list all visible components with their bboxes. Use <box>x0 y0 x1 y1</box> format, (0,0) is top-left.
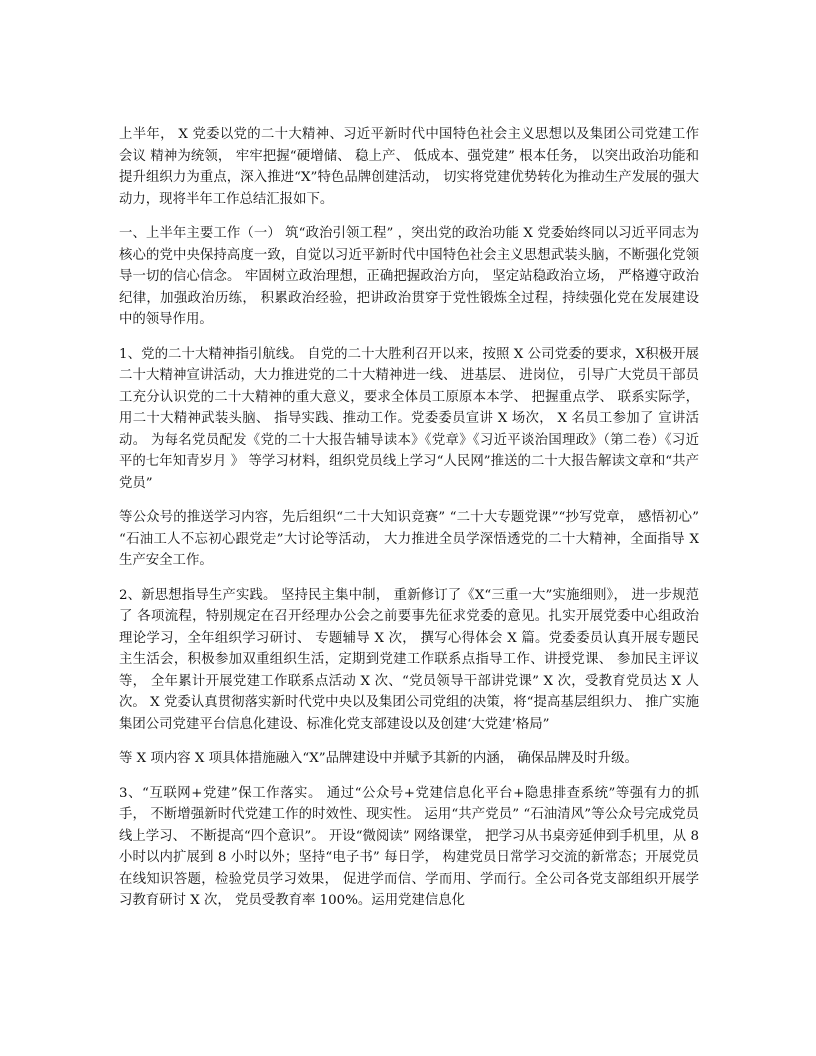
paragraph-item-1: 1、党的二十大精神指引航线。 自党的二十大胜利召开以来，按照 X 公司党委的要求，X积极开展二十大精神宣讲活动，大力推进党的二十大精神进一线、 进基层、 进岗位， 引导广大党员干部员工充分认识党的二十大精神的重大意义，要求全体员工原原本本学、 把握重点学、 联系实际学， 用二十大精神武装头脑、 指导实践、推动工作。党委委员宣讲 X 场次， X 名员工参加了 宣讲活动。 为每名党员配发《党的二十大报告辅导读本》《党章》《习近平谈治国理政》（第二卷）《习近平的七年知青岁月 》 等学习材料，组织党员线上学习“人民网”推送的二十大报告解读文章和“共产党员” <box>119 346 699 491</box>
paragraph-section-one: 一、上半年主要工作（一） 筑“政治引领工程” ，突出党的政治功能 X 党委始终同以习近平同志为核心的党中央保持高度一致，自觉以习近平新时代中国特色社会主义思想武装头脑，不断强化党领导一切的信心信念。 牢固树立政治理想，正确把握政治方向， 坚定站稳政治立场， 严格遵守政治纪律，加强政治历练， 积累政治经验，把讲政治贯穿于党性锻炼全过程，持续强化党在发展建设中的领导作用。 <box>119 226 699 327</box>
paragraph-item-2: 2、新思想指导生产实践。 坚持民主集中制， 重新修订了《X“三重一大”实施细则》， 进一步规范了 各项流程，特别规定在召开经理办公会之前要事先征求党委的意见。扎实开展党委中心组政治理论学习，全年组织学习研讨、 专题辅导 X 次， 撰写心得体会 X 篇。党委委员认真开展专题民主生活会，积极参加双重组织生活，定期到党建工作联系点指导工作、讲授党课、 参加民主评议等， 全年累计开展党建工作联系点活动 X 次、“党员领导干部讲党课” X 次，受教育党员达 X 人次。 X 党委认真贯彻落实新时代党中央以及集团公司党组的决策，将“提高基层组织力、 推广实施集团公司党建平台信息化建设、标准化党支部建设以及创建‘大党建’格局” <box>119 587 699 732</box>
paragraph-item-3: 3、“互联网+党建”保工作落实。 通过“公众号+党建信息化平台+隐患排查系统”等强有力的抓手， 不断增强新时代党建工作的时效性、现实性。 运用“共产党员” “石油清风”等公众号完成党员线上学习、 不断提高“四个意识”。 开设“微阅读” 网络课堂， 把学习从书桌旁延伸到手机里，从 8 小时以内扩展到 8 小时以外；坚持“电子书” 每日学， 构建党员日常学习交流的新常态；开展党员在线知识答题，检验党员学习效果， 促进学而信、学而用、学而行。全公司各党支部组织开展学习教育研讨 X 次， 党员受教育率 100%。运用党建信息化 <box>119 785 699 908</box>
paragraph-item-1-continued: 等公众号的推送学习内容，先后组织“二十大知识竞赛” “二十大专题党课”“抄写党章， 感悟初心” “石油工人不忘初心跟党走”大讨论等活动， 大力推进全员学深悟透党的二十大精神，全面指导 X 生产安全工作。 <box>119 510 699 568</box>
paragraph-intro: 上半年， X 党委以党的二十大精神、习近平新时代中国特色社会主义思想以及集团公司党建工作会议 精神为统领， 牢牢把握“硬增储、 稳上产、 低成本、强党建” 根本任务， 以突出政治功能和提升组织力为重点，深入推进“X”特色品牌创建活动， 切实将党建优势转化为推动生产发展的强大动力，现将半年工作总结汇报如下。 <box>119 127 699 207</box>
document-body <box>119 124 699 925</box>
paragraph-item-2-continued: 等 X 项内容 X 项具体措施融入“X”品牌建设中并赋予其新的内涵， 确保品牌及时升级。 <box>119 751 638 766</box>
